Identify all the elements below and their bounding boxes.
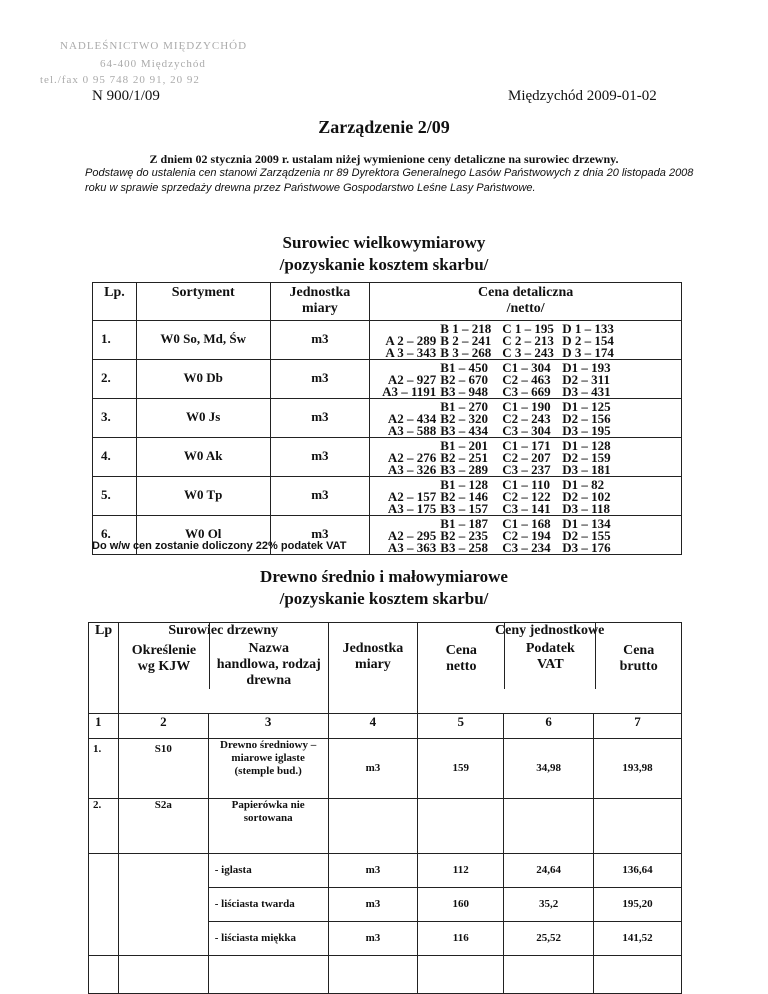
legal-basis: Podstawę do ustalenia cen stanowi Zarządzenia nr 89 Dyrektora Generalnego Lasów Państwowych z dnia 20 listopada 2008 roku w sprawie sprzedaży drewna przez Państwowe Gospodarstwo Leśne Lasy Państwowe.	[85, 167, 694, 194]
subrow-lp	[89, 887, 119, 921]
price-class-d: D2 – 159	[562, 450, 611, 465]
table-row	[89, 738, 682, 798]
table-row	[93, 360, 682, 399]
price-class-b: B1 – 187	[440, 516, 488, 531]
price-class-d: D 1 – 133	[562, 321, 614, 336]
stamp-line-2: 64-400 Międzychód	[100, 58, 206, 70]
price-class-c: C1 – 190	[502, 399, 551, 414]
row1-lp: 1.	[89, 738, 119, 798]
price-class-a: A2 – 276	[387, 450, 437, 465]
price-class-d: D3 – 195	[562, 423, 611, 438]
price-class-c: C3 – 304	[502, 423, 551, 438]
t2-header-group	[118, 623, 328, 714]
price-class-a: A3 – 588	[387, 423, 437, 438]
table-row	[89, 798, 682, 853]
header-lp: Lp.	[93, 283, 137, 321]
subrow-vat: 35,2	[504, 887, 594, 921]
section1-heading-line1: Surowiec wielkowymiarowy	[282, 233, 486, 252]
price-class-d: D1 – 128	[562, 438, 611, 453]
section1-heading-line2: /pozyskanie kosztem skarbu/	[279, 255, 489, 274]
price-line	[372, 425, 679, 437]
price-class-d: D3 – 176	[562, 540, 611, 555]
price-class-a: A2 – 157	[387, 489, 437, 504]
price-line	[372, 503, 679, 515]
price-class-d: D 3 – 174	[562, 345, 614, 360]
t2-name-line3: drewna	[246, 673, 292, 688]
t2-gross-line1: Cena	[623, 643, 655, 658]
subrow-unit: m3	[328, 887, 418, 921]
row2-vat	[504, 798, 594, 853]
row2-net	[418, 798, 504, 853]
price-class-a: A3 – 326	[387, 462, 437, 477]
t2-header-gross	[596, 641, 681, 689]
place-date: Międzychód 2009-01-02	[508, 88, 657, 104]
row-prices	[370, 516, 682, 555]
t2-vat-line1: Podatek	[525, 641, 575, 656]
row1-name-line1: Drewno średniowy –	[220, 738, 317, 751]
section2-heading-line2: /pozyskanie kosztem skarbu/	[279, 589, 489, 608]
price-class-b: B3 – 157	[440, 501, 488, 516]
row-unit: m3	[270, 399, 370, 438]
document-number: N 900/1/09	[92, 88, 160, 104]
row1-name	[208, 738, 328, 798]
empty-cell	[504, 955, 594, 994]
row1-name-line3: (stemple bud.)	[234, 764, 302, 777]
stamp-line-3: tel./fax 0 95 748 20 91, 20 92	[40, 74, 200, 86]
price-class-b: B2 – 670	[440, 372, 488, 387]
price-class-d: D1 – 134	[562, 516, 611, 531]
subrow-kjw	[118, 853, 208, 887]
row-unit: m3	[270, 477, 370, 516]
row-sortyment: W0 Db	[136, 360, 270, 399]
t2-num-4: 4	[328, 714, 418, 739]
price-class-c: C2 – 243	[502, 411, 551, 426]
price-class-b: B 1 – 218	[440, 321, 492, 336]
subrow-net: 112	[418, 853, 504, 887]
row-lp: 1.	[93, 321, 137, 360]
price-class-a: A 3 – 343	[385, 345, 437, 360]
subrow-lp	[89, 853, 119, 887]
price-class-b: B3 – 948	[440, 384, 488, 399]
section2-heading-line1: Drewno średnio i małowymiarowe	[260, 567, 508, 586]
document-title: Zarządzenie 2/09	[318, 117, 450, 137]
row-prices	[370, 477, 682, 516]
price-class-d: D2 – 155	[562, 528, 611, 543]
price-class-b: B2 – 251	[440, 450, 488, 465]
t2-header-vat	[504, 623, 596, 689]
row-prices	[370, 321, 682, 360]
row-unit: m3	[270, 516, 370, 555]
t2-num-5: 5	[418, 714, 504, 739]
price-class-d: D2 – 311	[562, 372, 610, 387]
price-class-c: C2 – 122	[502, 489, 551, 504]
price-class-d: D3 – 118	[562, 501, 610, 516]
t2-num-2: 2	[118, 714, 208, 739]
price-class-c: C1 – 304	[502, 360, 551, 375]
row2-name-line2: sortowana	[243, 811, 293, 824]
price-class-d: D1 – 125	[562, 399, 611, 414]
row-sortyment: W0 So, Md, Św	[136, 321, 270, 360]
row-lp: 6.	[93, 516, 137, 555]
t2-gross-line2: brutto	[619, 659, 658, 674]
header-price-line1: Cena detaliczna	[478, 285, 574, 300]
price-line	[372, 386, 679, 398]
row1-kjw: S10	[118, 738, 208, 798]
row-lp: 3.	[93, 399, 137, 438]
price-class-c: C3 – 237	[502, 462, 551, 477]
row-prices	[370, 438, 682, 477]
vat-note: Do w/w cen zostanie doliczony 22% podatek VAT	[92, 540, 347, 552]
price-class-c: C2 – 207	[502, 450, 551, 465]
header-unit	[270, 283, 370, 321]
row1-net: 159	[418, 738, 504, 798]
price-class-d: D 2 – 154	[562, 333, 614, 348]
t2-unit-line2: miary	[355, 657, 391, 672]
t2-kjw-line1: Określenie	[131, 643, 197, 658]
row2-name	[208, 798, 328, 853]
price-class-c: C1 – 168	[502, 516, 551, 531]
t2-net-line1: Cena	[445, 643, 477, 658]
price-class-a: A3 – 363	[387, 540, 437, 555]
t2-name-line1: Nazwa	[248, 641, 289, 656]
table-row	[89, 921, 682, 955]
price-class-a: A3 – 175	[387, 501, 437, 516]
table-row	[89, 887, 682, 921]
price-class-d: D1 – 193	[562, 360, 611, 375]
t2-header-unit	[328, 623, 418, 714]
price-class-c: C 3 – 243	[502, 345, 554, 360]
empty-cell	[328, 955, 418, 994]
t2-num-3: 3	[208, 714, 328, 739]
price-class-b: B2 – 235	[440, 528, 488, 543]
price-class-c: C 2 – 213	[502, 333, 554, 348]
table-row	[93, 321, 682, 360]
price-class-a: A2 – 434	[387, 411, 437, 426]
price-class-d: D3 – 181	[562, 462, 611, 477]
row-unit: m3	[270, 360, 370, 399]
t2-vat-line2: VAT	[536, 657, 564, 672]
table-row	[89, 853, 682, 887]
price-class-b: B 2 – 241	[440, 333, 492, 348]
price-class-d: D2 – 102	[562, 489, 611, 504]
subrow-net: 160	[418, 887, 504, 921]
row-unit: m3	[270, 321, 370, 360]
price-class-b: B2 – 146	[440, 489, 488, 504]
price-class-b: B1 – 201	[440, 438, 488, 453]
t2-header-name	[209, 623, 328, 689]
header-unit-line1: Jednostka	[289, 285, 351, 300]
row-prices	[370, 360, 682, 399]
subrow-kjw	[118, 887, 208, 921]
price-class-c: C1 – 171	[502, 438, 551, 453]
price-class-b: B1 – 450	[440, 360, 488, 375]
price-class-b: B 3 – 268	[440, 345, 492, 360]
t2-group-title: Surowiec drzewny	[168, 623, 279, 638]
t2-header-net	[418, 641, 504, 689]
price-class-b: B1 – 270	[440, 399, 488, 414]
t2-prices-title: Ceny jednostkowe	[495, 623, 605, 638]
t2-num-7: 7	[594, 714, 682, 739]
empty-cell	[89, 955, 119, 994]
header-price-line2: /netto/	[506, 301, 545, 316]
stamp-line-1: NADLEŚNICTWO MIĘDZYCHÓD	[60, 40, 248, 52]
row2-gross	[594, 798, 682, 853]
intro-text: Z dniem 02 stycznia 2009 r. ustalam niżej wymienione ceny detaliczne na surowiec drzewny.	[149, 152, 619, 166]
empty-cell	[418, 955, 504, 994]
row1-name-line2: miarowe iglaste	[231, 751, 305, 764]
subrow-vat: 24,64	[504, 853, 594, 887]
table-row	[93, 399, 682, 438]
subrow-gross: 141,52	[594, 921, 682, 955]
row2-name-line1: Papierówka nie	[231, 798, 305, 811]
subrow-unit: m3	[328, 921, 418, 955]
row-sortyment: W0 Ak	[136, 438, 270, 477]
subrow-name: - liściasta twarda	[208, 887, 328, 921]
empty-cell	[208, 955, 328, 994]
price-class-c: C3 – 669	[502, 384, 551, 399]
t2-column-numbers	[89, 714, 682, 739]
section2-heading	[0, 566, 768, 610]
price-class-b: B3 – 289	[440, 462, 488, 477]
t2-num-6: 6	[504, 714, 594, 739]
header-unit-line2: miary	[302, 301, 338, 316]
table-row	[93, 477, 682, 516]
t2-unit-line1: Jednostka	[342, 641, 404, 656]
row-sortyment: W0 Ol	[136, 516, 270, 555]
table-row-empty	[89, 955, 682, 994]
price-class-b: B3 – 434	[440, 423, 488, 438]
price-line	[372, 464, 679, 476]
row2-lp: 2.	[89, 798, 119, 853]
row-prices	[370, 399, 682, 438]
subrow-unit: m3	[328, 853, 418, 887]
table-row	[93, 438, 682, 477]
row1-unit: m3	[328, 738, 418, 798]
row1-vat: 34,98	[504, 738, 594, 798]
row-sortyment: W0 Js	[136, 399, 270, 438]
t2-name-line2: handlowa, rodzaj	[216, 657, 321, 672]
empty-cell	[594, 955, 682, 994]
price-class-c: C2 – 463	[502, 372, 551, 387]
subrow-vat: 25,52	[504, 921, 594, 955]
price-class-a: A3 – 1191	[382, 384, 437, 399]
subrow-kjw	[118, 921, 208, 955]
subrow-gross: 195,20	[594, 887, 682, 921]
row-lp: 5.	[93, 477, 137, 516]
price-class-d: D2 – 156	[562, 411, 611, 426]
subrow-gross: 136,64	[594, 853, 682, 887]
price-class-b: B1 – 128	[440, 477, 488, 492]
header-price	[370, 283, 682, 321]
row-sortyment: W0 Tp	[136, 477, 270, 516]
price-class-a: A2 – 927	[387, 372, 437, 387]
row-lp: 4.	[93, 438, 137, 477]
price-class-a: A2 – 295	[387, 528, 437, 543]
price-class-d: D3 – 431	[562, 384, 611, 399]
subrow-net: 116	[418, 921, 504, 955]
t2-num-1: 1	[89, 714, 119, 739]
subrow-name: - iglasta	[208, 853, 328, 887]
large-timber-table	[92, 282, 682, 555]
price-class-b: B3 – 258	[440, 540, 488, 555]
price-class-a: A 2 – 289	[385, 333, 437, 348]
section1-heading	[0, 232, 768, 276]
price-class-b: B2 – 320	[440, 411, 488, 426]
t2-header-prices	[418, 623, 682, 714]
price-class-c: C1 – 110	[502, 477, 550, 492]
price-class-c: C3 – 141	[502, 501, 551, 516]
empty-cell	[118, 955, 208, 994]
row2-kjw: S2a	[118, 798, 208, 853]
row-lp: 2.	[93, 360, 137, 399]
row2-unit	[328, 798, 418, 853]
price-line	[372, 542, 679, 554]
row1-gross: 193,98	[594, 738, 682, 798]
price-class-c: C3 – 234	[502, 540, 551, 555]
price-line	[372, 347, 679, 359]
price-class-c: C 1 – 195	[502, 321, 554, 336]
subrow-name: - liściasta miękka	[208, 921, 328, 955]
price-class-c: C2 – 194	[502, 528, 551, 543]
medium-small-timber-table	[88, 622, 682, 994]
subrow-lp	[89, 921, 119, 955]
price-class-d: D1 – 82	[562, 477, 605, 492]
t2-net-line2: netto	[446, 659, 477, 674]
header-sortyment: Sortyment	[136, 283, 270, 321]
t2-kjw-line2: wg KJW	[137, 659, 191, 674]
office-stamp	[40, 40, 340, 100]
row-unit: m3	[270, 438, 370, 477]
t2-header-lp: Lp	[89, 623, 119, 714]
t2-header-kjw	[119, 641, 209, 689]
